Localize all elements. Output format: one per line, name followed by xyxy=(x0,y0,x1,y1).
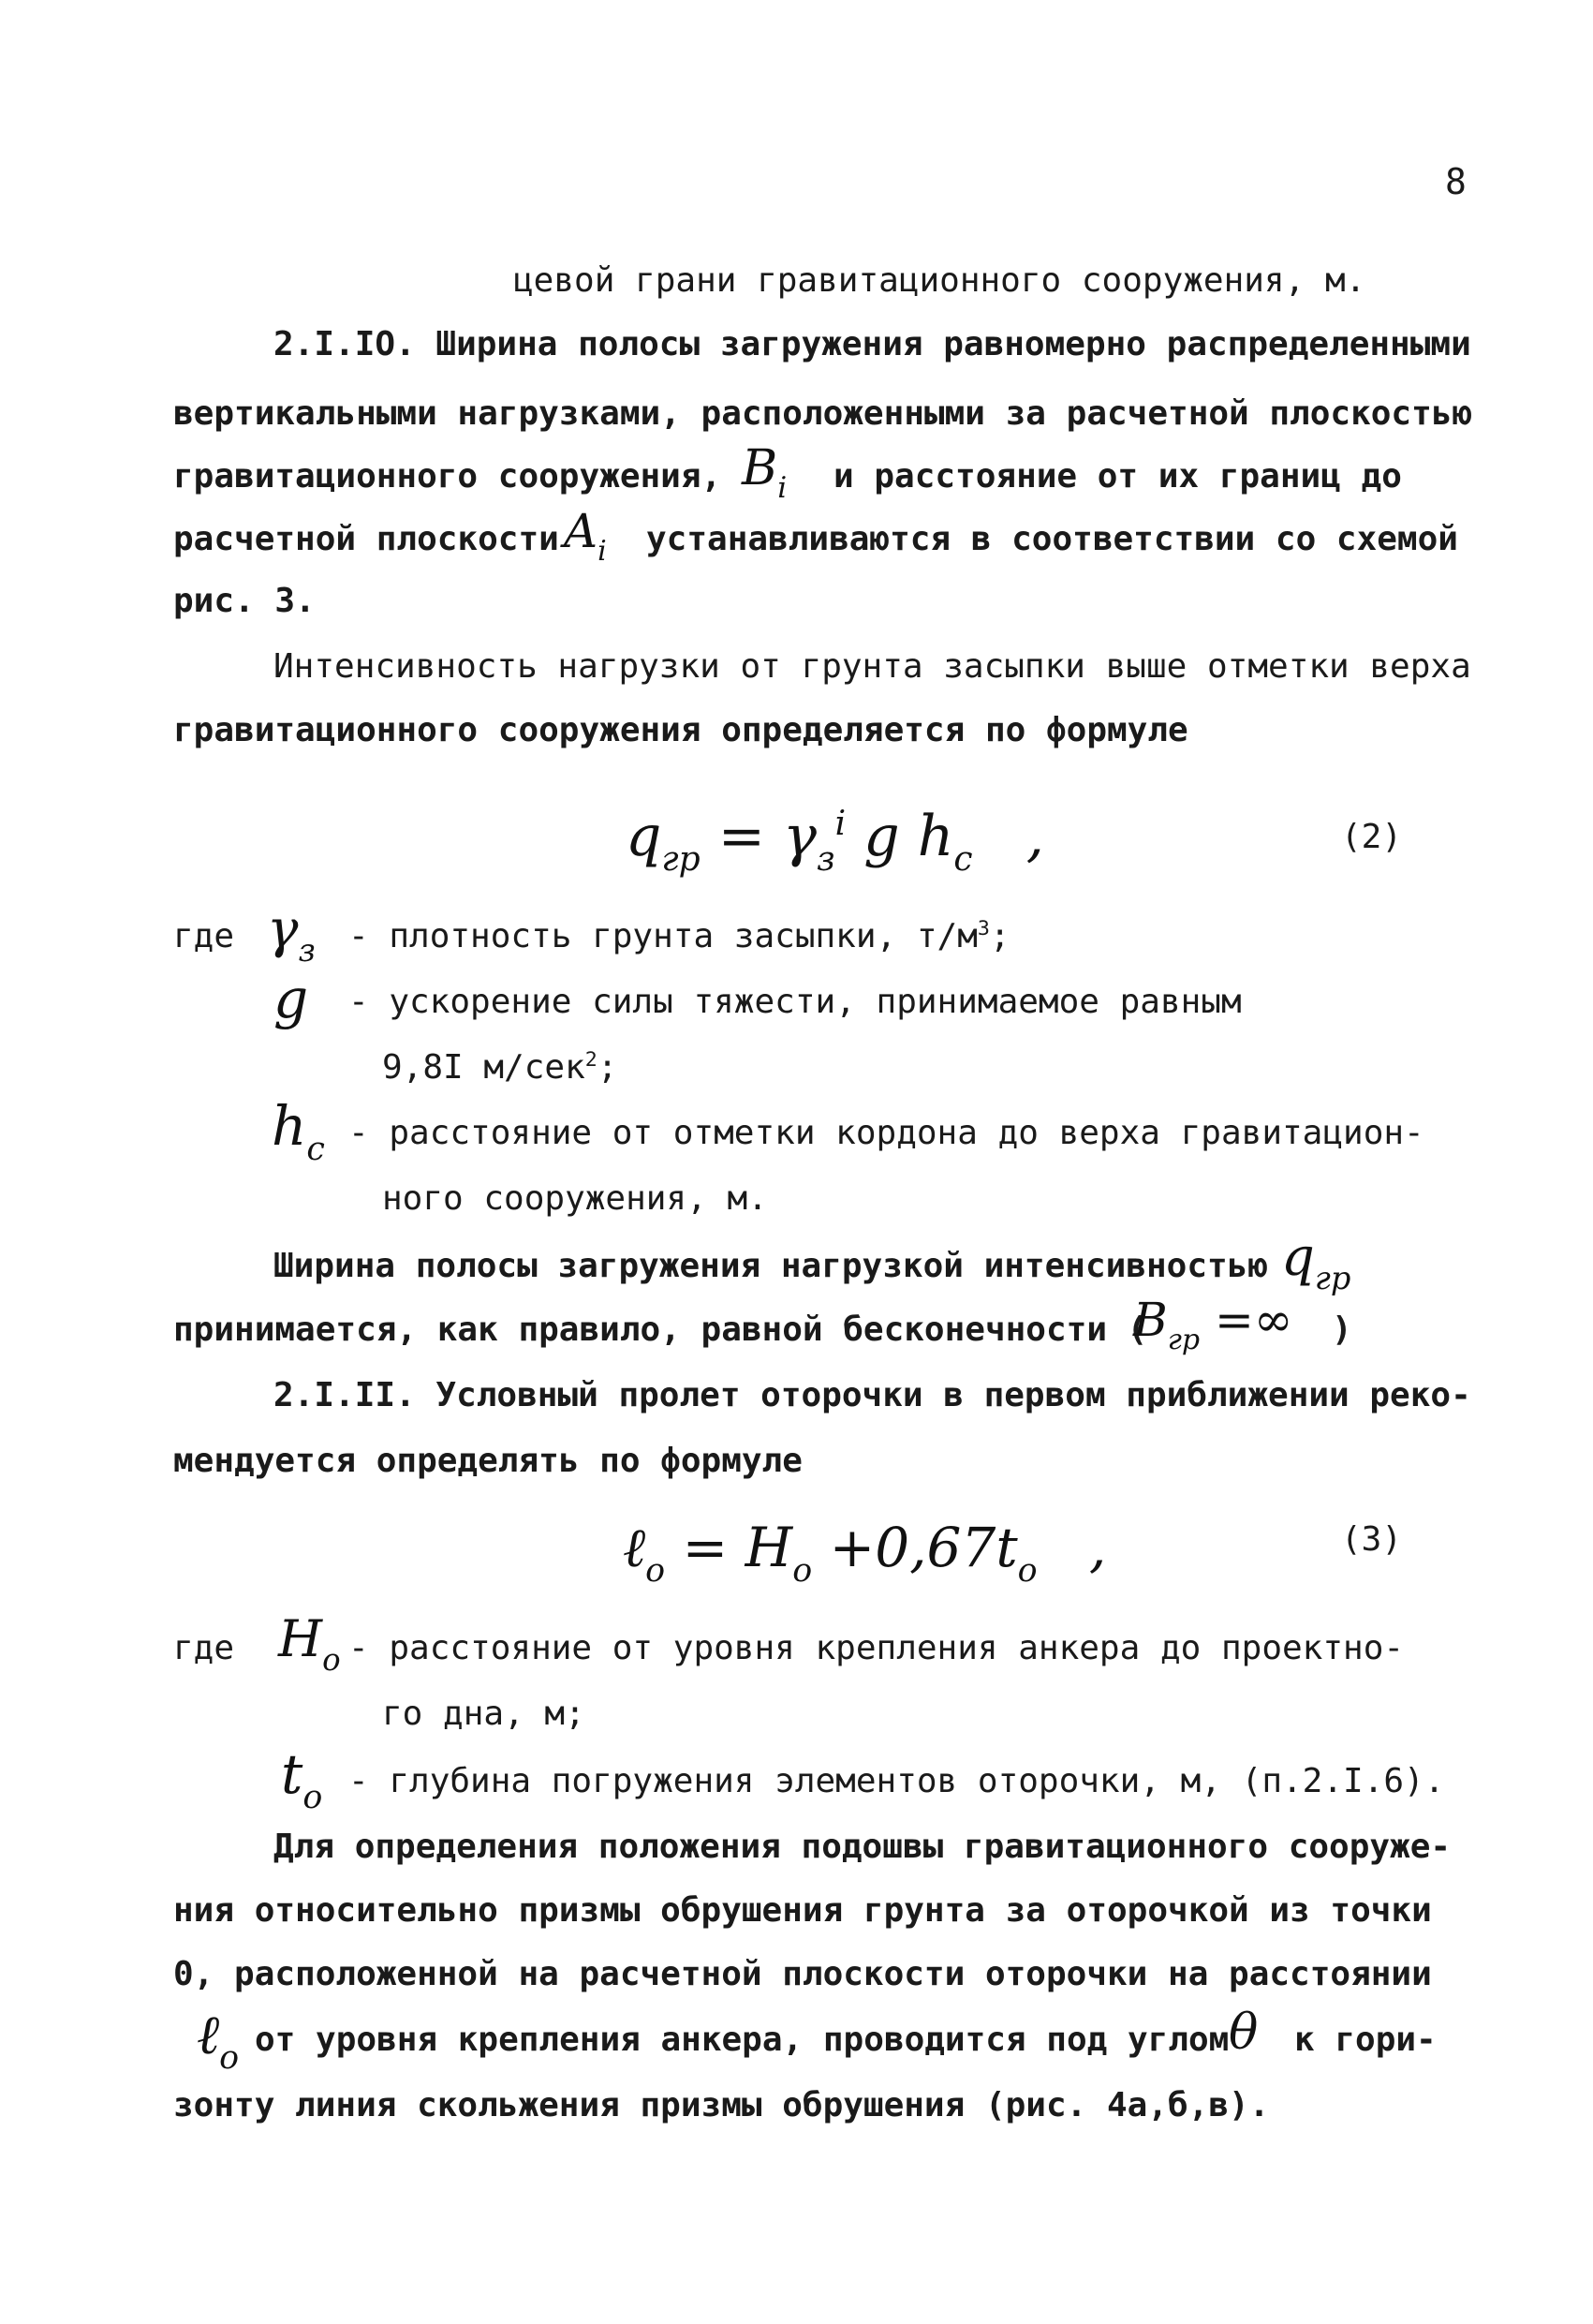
where-label: где xyxy=(173,917,235,955)
text-line: цевой грани гравитационного сооружения, м. xyxy=(513,261,1366,300)
text-line: расчетной плоскости xyxy=(173,520,559,558)
text-line: зонту линия скольжения призмы обрушения (рис. 4а,б,в). xyxy=(173,2086,1270,2124)
text-line: 0, расположенной на расчетной плоскости оторочки на расстоянии xyxy=(173,1955,1432,1993)
definition-gamma: - плотность грунта засыпки, $т/м^3$; xyxy=(348,917,1010,955)
where-label: где xyxy=(173,1629,235,1667)
text-line: гравитационного сооружения, xyxy=(173,457,722,496)
text-line: к гори- xyxy=(1294,2021,1437,2059)
text-line: рис. 3. xyxy=(173,582,316,620)
text-line: Интенсивность нагрузки от грунта засыпки выше отметки верха xyxy=(273,647,1471,686)
text-line: вертикальными нагрузками, расположенными за расчетной плоскостью xyxy=(173,394,1473,433)
text-line: устанавливаются в соответствии со схемой xyxy=(646,520,1458,558)
text-line: ) xyxy=(1332,1310,1352,1349)
text-line: мендуется определять по формуле xyxy=(173,1442,803,1480)
text-line: гравитационного сооружения определяется по формуле xyxy=(173,711,1188,749)
text-line: ния относительно призмы обрушения грунта за оторочкой из точки xyxy=(173,1891,1432,1930)
symbol-q-gr: $q_{гр}$ xyxy=(1281,1227,1351,1297)
formula-2-number: (2) xyxy=(1341,818,1403,856)
section-2-1-10: 2.I.IO. Ширина полосы загружения равномерно распределенными xyxy=(273,325,1471,363)
definition-h-c: - расстояние от отметки кордона до верха гравитацион- xyxy=(348,1114,1424,1152)
symbol-a-i: $A_i$ xyxy=(564,504,607,568)
definition-h-o-cont: го дна, м; xyxy=(382,1695,585,1733)
formula-3: ℓ$_o$ = $H_o +0,67t_o$ , xyxy=(623,1516,1107,1590)
text-line: от уровня крепления анкера, проводится под углом xyxy=(255,2021,1230,2059)
text-line: Для определения положения подошвы гравитационного сооруже- xyxy=(273,1828,1452,1866)
text-line: принимается, как правило, равной бесконечности ( xyxy=(173,1310,1148,1349)
symbol-l-o: ℓ$_o$ xyxy=(197,2003,240,2077)
text-line: и расстояние от их границ до xyxy=(833,457,1402,496)
symbol-t-o: $t_o$ xyxy=(281,1742,323,1816)
formula-2: $q_{гр} = \gamma_з^i$ g $h_c$ , xyxy=(626,804,1044,880)
symbol-h-c: $h_c$ xyxy=(272,1094,325,1168)
definition-g: - ускорение силы тяжести, принимаемое равным xyxy=(348,983,1242,1021)
definition-h-c-cont: ного сооружения, м. xyxy=(382,1179,768,1218)
definition-t-o: - глубина погружения элементов оторочки, м, (п.2.I.6). xyxy=(348,1762,1445,1800)
symbol-gamma: $\gamma_з$ xyxy=(267,899,316,970)
section-2-1-11: 2.I.II. Условный пролет оторочки в первом приближении реко- xyxy=(273,1376,1471,1414)
symbol-b-gr-infinity: $B_{гр}$ =∞ xyxy=(1133,1293,1293,1356)
definition-g-value: 9,8I м/сек$^2$; xyxy=(382,1048,618,1087)
formula-3-number: (3) xyxy=(1341,1520,1403,1559)
symbol-g: g xyxy=(273,967,309,1030)
symbol-b-i: $B_i$ xyxy=(742,440,788,506)
symbol-theta: θ xyxy=(1229,2005,1259,2061)
definition-h-o: - расстояние от уровня крепления анкера до проектно- xyxy=(348,1629,1405,1667)
symbol-h-o: $H_o$ xyxy=(278,1609,341,1678)
page-number: 8 xyxy=(1445,161,1467,202)
text-line: Ширина полосы загружения нагрузкой интенсивностью xyxy=(273,1247,1269,1285)
